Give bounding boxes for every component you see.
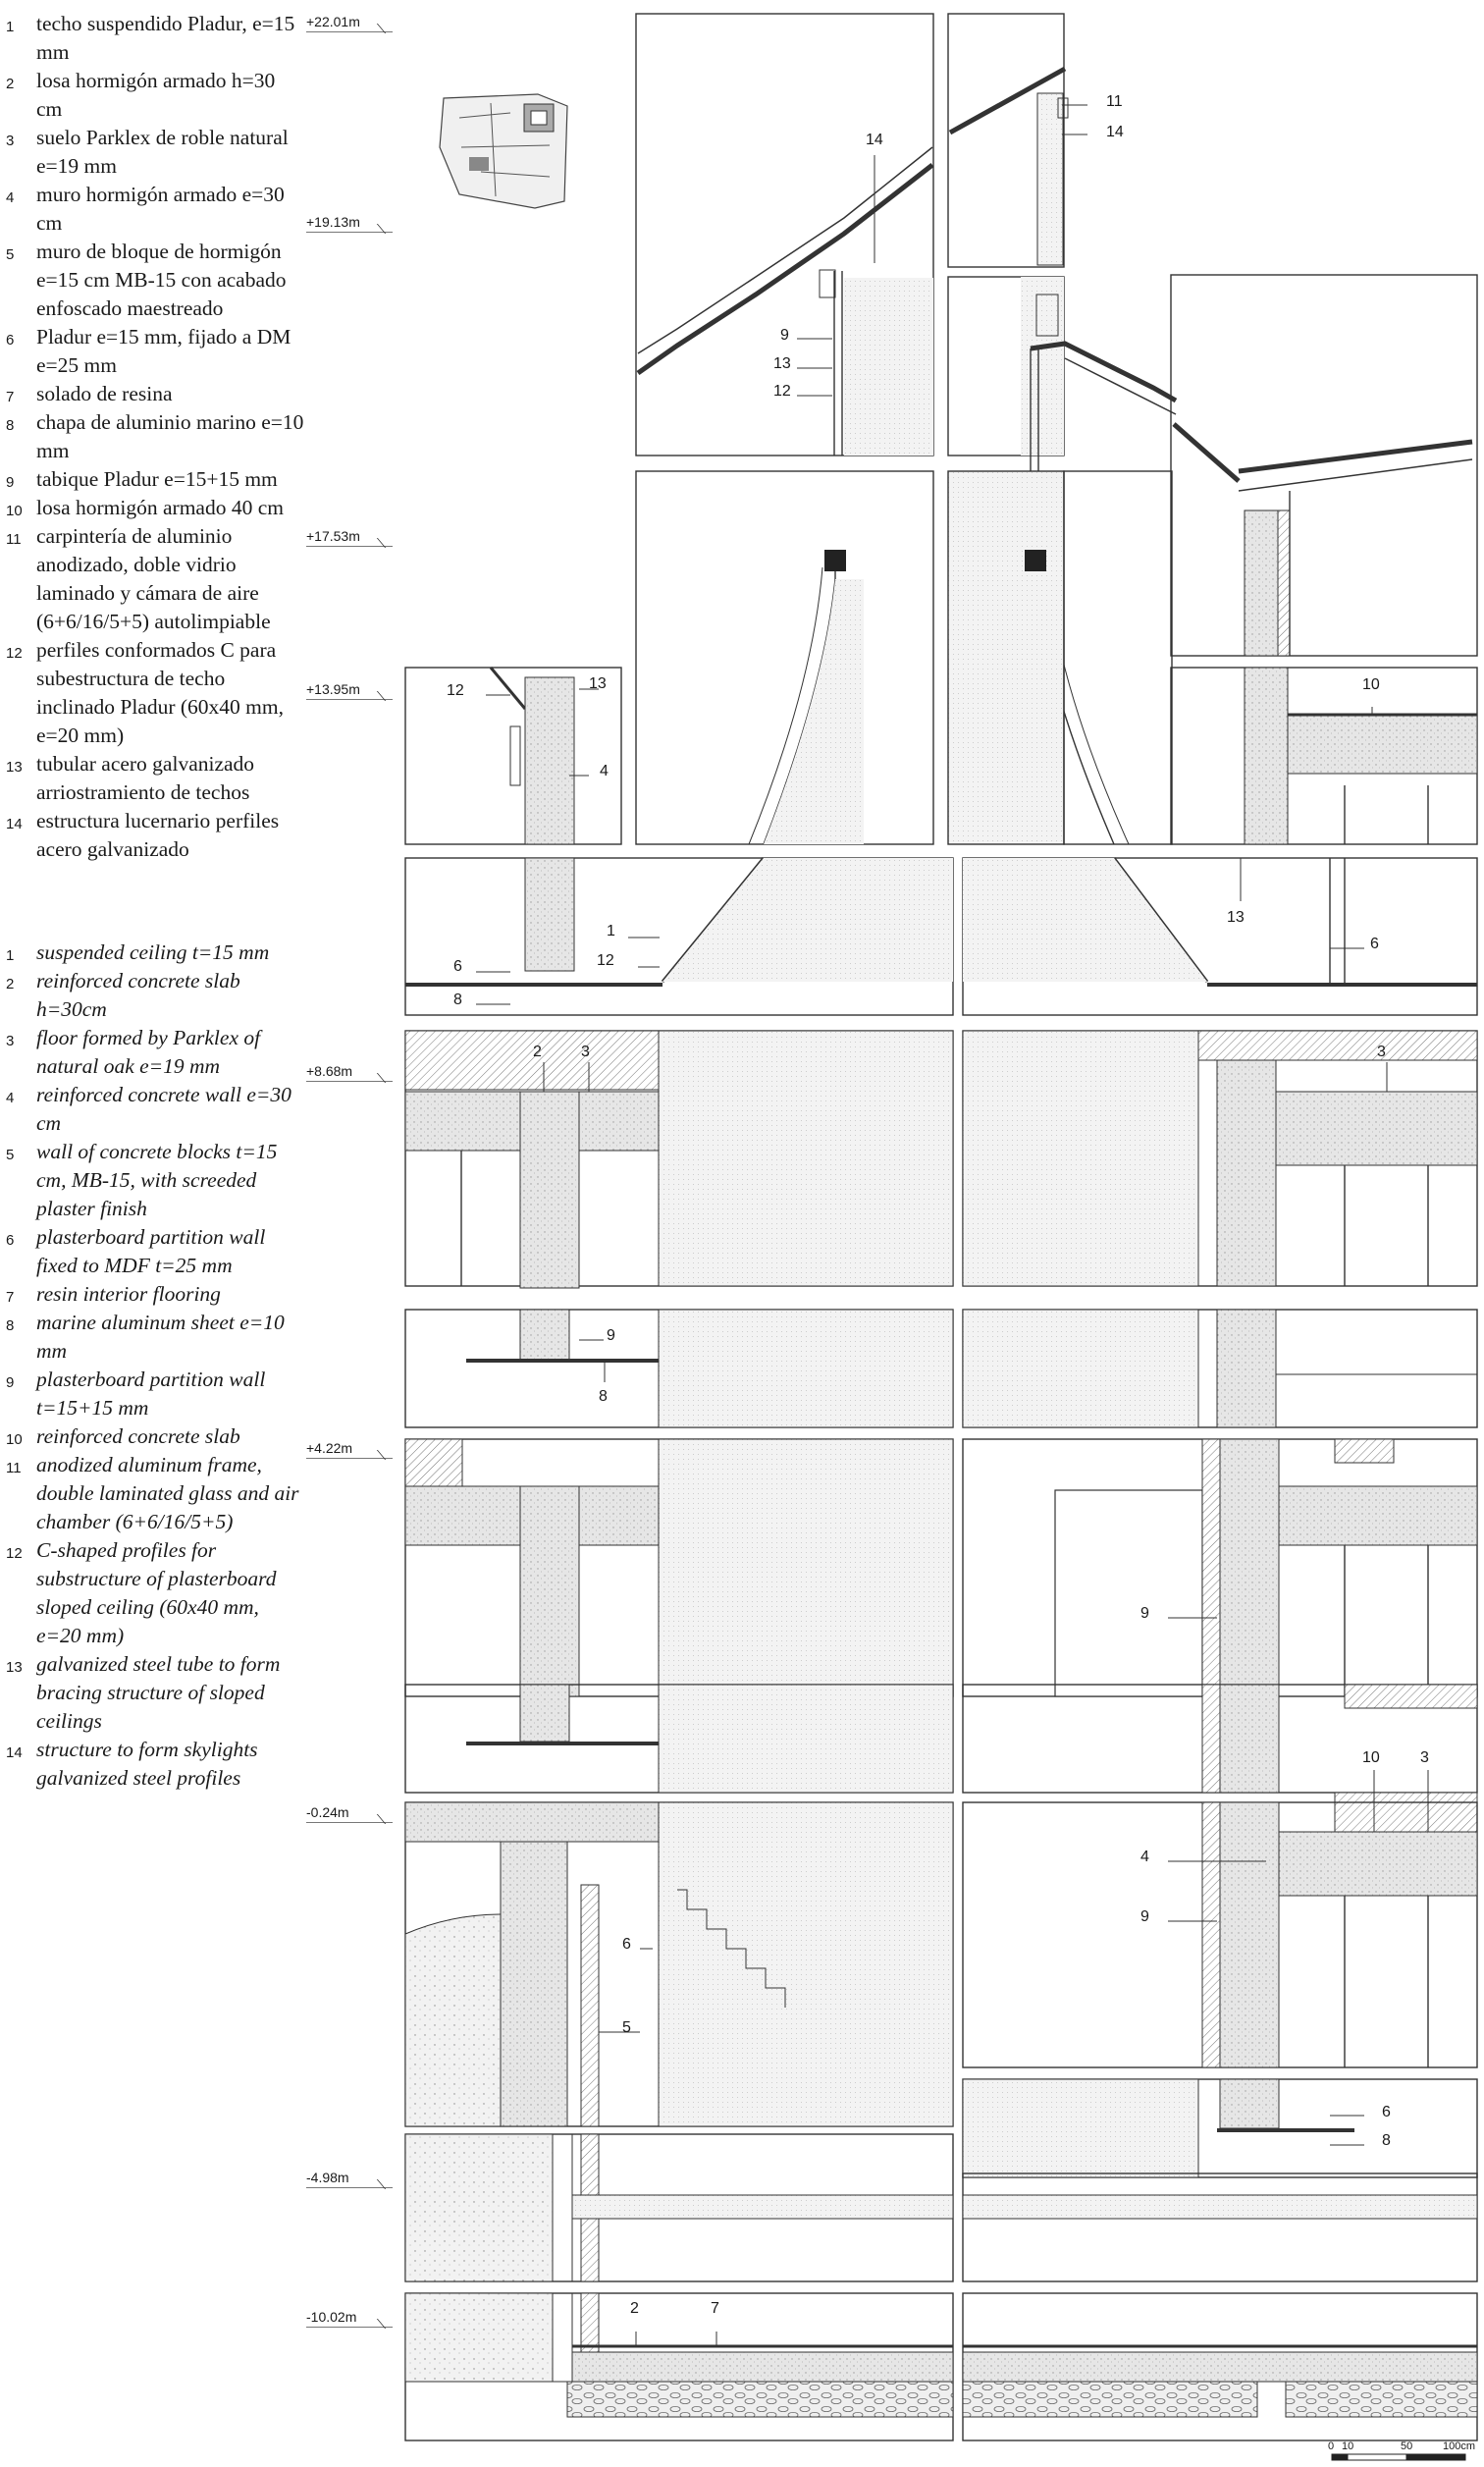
legend-item (6, 1422, 305, 1451)
legend-item (6, 522, 305, 636)
legend-text: plasterboard partition wall fixed to MDF t=25 mm (36, 1225, 266, 1277)
level-label: +8.68m (306, 1063, 353, 1079)
level-label: +17.53m (306, 528, 360, 544)
legend-item (6, 465, 305, 494)
legend-text: wall of concrete blocks t=15 cm, MB-15, with screeded plaster finish (36, 1140, 278, 1220)
legend-text: muro hormigón armado e=30 cm (36, 183, 285, 235)
ceiling-minus024 (963, 2079, 1477, 2177)
legend-item (6, 238, 305, 323)
legend-number: 9 (6, 474, 15, 491)
legend-english (6, 939, 305, 1793)
legend-item (6, 1223, 305, 1280)
legend-text: resin interior flooring (36, 1282, 221, 1306)
ceiling-detail-small (405, 668, 621, 844)
legend-item (6, 1536, 305, 1650)
legend-text: reinforced concrete slab h=30cm (36, 969, 240, 1021)
legend-item (6, 1138, 305, 1223)
legend-item (6, 1081, 305, 1138)
legend-text: techo suspendido Pladur, e=15 mm (36, 12, 295, 64)
callout-label: 3 (1377, 1044, 1386, 1060)
legend-item (6, 408, 305, 465)
legend-item (6, 10, 305, 67)
legend-text: solado de resina (36, 382, 173, 405)
legend-text: galvanized steel tube to form bracing structure of sloped ceilings (36, 1652, 281, 1733)
legend-text: suelo Parklex de roble natural e=19 mm (36, 126, 289, 178)
ceiling-band (405, 858, 1477, 1015)
legend-text: anodized aluminum frame, double laminated glass and air chamber (6+6/16/5+5) (36, 1453, 299, 1533)
callout-label: 11 (1106, 93, 1123, 110)
legend-item (6, 1736, 305, 1793)
legend-text: estructura lucernario perfiles acero galvanizado (36, 809, 280, 861)
callout-label: 3 (1420, 1749, 1429, 1766)
roof-panel-far-right (1171, 275, 1477, 656)
callout-label: 12 (447, 682, 464, 699)
callout-label: 14 (866, 132, 883, 148)
level-label: +22.01m (306, 14, 360, 29)
legend-item (6, 181, 305, 238)
legend-number: 11 (6, 531, 22, 548)
skylight-shaft (636, 471, 1172, 844)
legend-number: 9 (6, 1374, 15, 1391)
level-label: -0.24m (306, 1804, 349, 1820)
callout-label: 4 (600, 763, 609, 779)
legend-number: 8 (6, 417, 15, 434)
level-label: -10.02m (306, 2309, 357, 2325)
callout-label: 9 (1140, 1908, 1149, 1925)
legend-number: 6 (6, 332, 15, 349)
legend-item (6, 1024, 305, 1081)
floor-level-024 (405, 1802, 1477, 2126)
legend-spanish (6, 10, 305, 864)
callout-label: 13 (773, 355, 791, 372)
legend-number: 12 (6, 645, 23, 662)
legend-item (6, 124, 305, 181)
legend-number: 7 (6, 1289, 15, 1306)
legend-text: losa hormigón armado h=30 cm (36, 69, 276, 121)
legend-text: reinforced concrete slab (36, 1424, 240, 1448)
legend-number: 11 (6, 1460, 22, 1476)
scale-label: 10 (1342, 2440, 1354, 2452)
legend-item (6, 750, 305, 807)
callout-label: 13 (589, 675, 607, 692)
callout-label: 4 (1140, 1849, 1149, 1865)
legend-number: 2 (6, 76, 15, 92)
level-label: +19.13m (306, 214, 360, 230)
floor-level-498 (405, 2134, 1477, 2281)
legend-item (6, 494, 305, 522)
callout-label: 12 (773, 383, 791, 400)
level-label: +4.22m (306, 1440, 353, 1456)
callout-label: 10 (1362, 1749, 1380, 1766)
legend-number: 13 (6, 759, 23, 776)
legend-number: 1 (6, 19, 15, 35)
legend-number: 14 (6, 816, 23, 832)
callout-label: 5 (622, 2019, 631, 2036)
legend-number: 3 (6, 133, 15, 149)
legend-number: 13 (6, 1659, 23, 1676)
legend-item (6, 67, 305, 124)
scale-label: 50 (1401, 2440, 1413, 2452)
legend-text: perfiles conformados C para subestructura de techo inclinado Pladur (60x40 mm, e=20 mm) (36, 638, 284, 747)
floor-level-1002 (405, 2293, 1477, 2440)
legend-text: tabique Pladur e=15+15 mm (36, 467, 278, 491)
legend-item (6, 1451, 305, 1536)
legend-item (6, 939, 305, 967)
floor-level-868 (405, 1031, 1477, 1288)
callout-label: 1 (607, 923, 615, 939)
callout-label: 8 (453, 992, 462, 1008)
callout-label: 12 (597, 952, 614, 969)
legend-text: structure to form skylights galvanized steel profiles (36, 1738, 258, 1790)
legend-item (6, 1309, 305, 1366)
ceiling-868 (405, 1310, 1477, 1427)
legend-text: marine aluminum sheet e=10 mm (36, 1311, 285, 1363)
level-label: -4.98m (306, 2170, 349, 2185)
legend-item (6, 807, 305, 864)
legend-number: 3 (6, 1033, 15, 1049)
callout-label: 6 (622, 1936, 631, 1953)
legend-text: carpintería de aluminio anodizado, doble vidrio laminado y cámara de aire (6+6/16/5+5) autolimpiable (36, 524, 271, 633)
callout-label: 14 (1106, 124, 1124, 140)
legend-number: 12 (6, 1545, 23, 1562)
legend-text: tubular acero galvanizado arriostramiento de techos (36, 752, 255, 804)
callout-label: 9 (607, 1327, 615, 1344)
legend-number: 7 (6, 389, 15, 405)
callout-label: 6 (453, 958, 462, 975)
legend-text: losa hormigón armado 40 cm (36, 496, 284, 519)
legend-item (6, 1650, 305, 1736)
level-label: +13.95m (306, 681, 360, 697)
legend-number: 10 (6, 503, 23, 519)
legend-item (6, 636, 305, 750)
legend-item (6, 1366, 305, 1422)
legend-number: 4 (6, 189, 15, 206)
scale-bar (1332, 2454, 1465, 2460)
legend-item (6, 323, 305, 380)
legend-text: reinforced concrete wall e=30 cm (36, 1083, 292, 1135)
callout-label: 6 (1370, 936, 1379, 952)
site-plan-thumbnail (440, 94, 567, 208)
callout-label: 7 (711, 2300, 719, 2317)
callout-label: 10 (1362, 676, 1380, 693)
callout-label: 9 (1140, 1605, 1149, 1622)
scale-label: 0 (1328, 2440, 1335, 2452)
legend-number: 1 (6, 947, 15, 964)
legend-text: suspended ceiling t=15 mm (36, 940, 270, 964)
legend-number: 2 (6, 976, 15, 992)
legend-text: C-shaped profiles for substructure of plasterboard sloped ceiling (60x40 mm, e=20 mm) (36, 1538, 277, 1647)
legend-number: 5 (6, 1147, 15, 1163)
legend-item (6, 380, 305, 408)
callout-label: 9 (780, 327, 789, 344)
legend-number: 10 (6, 1431, 23, 1448)
callout-label: 2 (533, 1044, 542, 1060)
callout-label: 2 (630, 2300, 639, 2317)
legend-number: 4 (6, 1090, 15, 1106)
legend-item (6, 1280, 305, 1309)
legend-number: 6 (6, 1232, 15, 1249)
callout-label: 8 (599, 1388, 608, 1405)
callout-label: 6 (1382, 2104, 1391, 2120)
scale-label: 100cm (1443, 2440, 1476, 2452)
callout-label: 3 (581, 1044, 590, 1060)
legend-item (6, 967, 305, 1024)
callout-label: 13 (1227, 909, 1245, 926)
legend-number: 8 (6, 1317, 15, 1334)
legend-text: floor formed by Parklex of natural oak e=19 mm (36, 1026, 261, 1078)
slab-10-detail (1171, 668, 1477, 844)
legend-text: chapa de aluminio marino e=10 mm (36, 410, 304, 462)
legend-number: 5 (6, 246, 15, 263)
legend-number: 14 (6, 1744, 23, 1761)
callout-label: 8 (1382, 2132, 1391, 2149)
floor-level-422 (405, 1439, 1477, 1696)
legend-text: plasterboard partition wall t=15+15 mm (36, 1368, 266, 1420)
roof-panel-right-top (948, 14, 1068, 267)
legend-text: muro de bloque de hormigón e=15 cm MB-15 con acabado enfoscado maestreado (36, 240, 287, 320)
legend-text: Pladur e=15 mm, fijado a DM e=25 mm (36, 325, 292, 377)
